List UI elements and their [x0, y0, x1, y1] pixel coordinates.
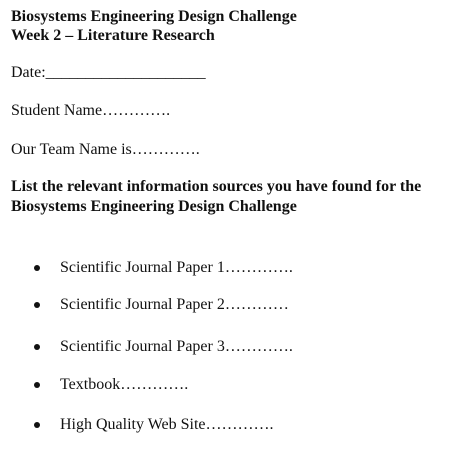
list-item [0, 257, 474, 279]
bullet-icon [34, 382, 40, 388]
team-name-field: Our Team Name is…………. [11, 141, 200, 158]
instruction-line-2: Biosystems Engineering Design Challenge [11, 198, 297, 215]
student-name-field: Student Name…………. [11, 102, 171, 119]
instruction-line-1: List the relevant information sources you have found for the [11, 178, 422, 195]
bullet-icon [34, 344, 40, 350]
source-label: Scientific Journal Paper 2………… [60, 296, 289, 313]
bullet-icon [34, 422, 40, 428]
list-item [0, 374, 474, 396]
bullet-icon [34, 265, 40, 271]
list-item [0, 336, 474, 358]
source-label: High Quality Web Site…………. [60, 416, 274, 433]
document-title: Biosystems Engineering Design Challenge [11, 8, 297, 25]
document-subtitle: Week 2 – Literature Research [11, 27, 215, 44]
list-item [0, 414, 474, 436]
list-item [0, 294, 474, 316]
date-field: Date:____________________ [11, 64, 206, 81]
source-label: Scientific Journal Paper 1…………. [60, 259, 293, 276]
source-label: Textbook…………. [60, 376, 189, 393]
bullet-icon [34, 302, 40, 308]
source-label: Scientific Journal Paper 3…………. [60, 338, 293, 355]
